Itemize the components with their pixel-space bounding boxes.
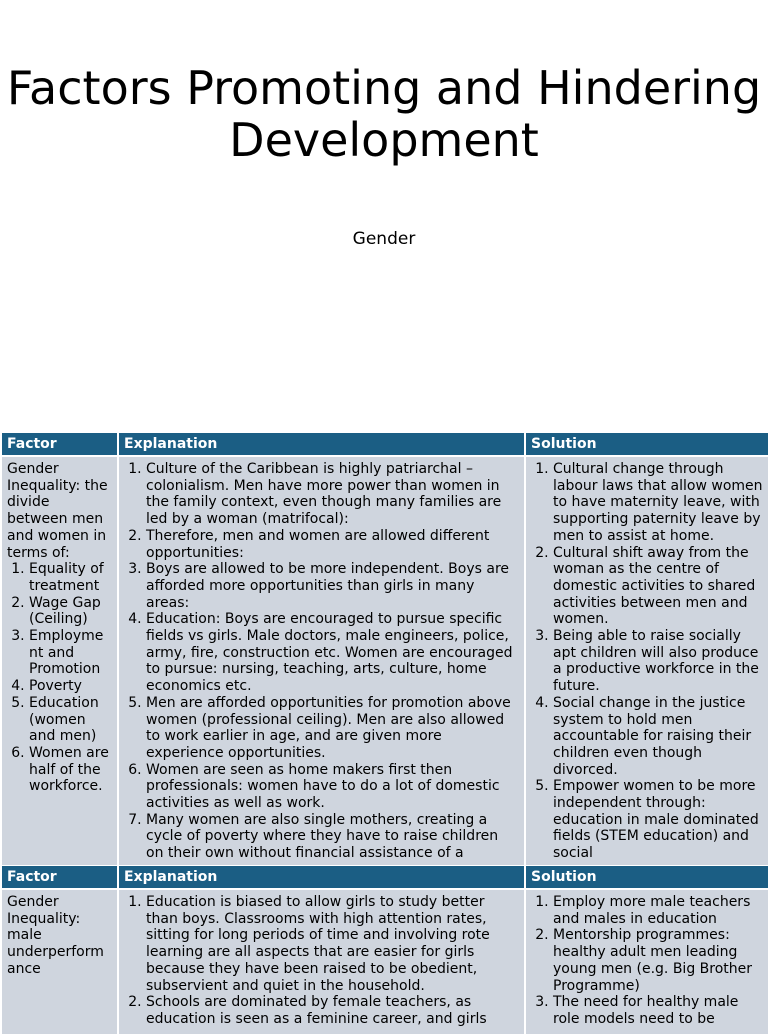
header-solution: Solution [525,433,768,456]
header-solution: Solution [525,866,768,889]
explanation-list [124,894,519,1028]
list-item: 1. Culture of the Caribbean is highly patriarchal – colonialism. Men have more power than women in the family context, even though many families are led by a woman (matrifocal): [146,461,519,528]
table-header-row [1,866,768,889]
solution-list [531,894,763,1028]
list-item: 3. The need for healthy male role models need to be [553,994,763,1027]
slide-subtitle: Gender [352,229,416,249]
header-explanation: Explanation [118,866,525,889]
table-row [1,456,768,865]
list-item: 1. Employ more male teachers and males in education [553,894,763,927]
list-item: 3. Employme nt and Promotion [29,628,112,678]
list-item: 4. Poverty [29,678,112,695]
slide-title: Factors Promoting and Hindering Development [6,61,762,167]
explanation-list [124,461,519,861]
factor-table-male-underperformance [0,866,768,1034]
list-item: 4. Education: Boys are encouraged to pursue specific fields vs girls. Male doctors, male engineers, police, army, fire, construction etc. Women are encouraged to pursue: nursing, teaching, arts, culture, home economics etc. [146,611,519,695]
solution-cell [525,456,768,865]
list-item: 5. Education (women and men) [29,695,112,745]
list-item: 1. Equality of treatment [29,561,112,594]
list-item: 1. Education is biased to allow girls to study better than boys. Classrooms with high attention rates, sitting for long periods of time and involving rote learning are all aspects that are easier for girls because they have been raised to be obedient, subservient and quiet in the household. [146,894,519,994]
factor-intro: Gender Inequality: the divide between men and women in terms of: [7,461,108,561]
table-header-row [1,433,768,456]
list-item: 2. Cultural shift away from the woman as the centre of domestic activities to shared activities between men and women. [553,545,763,629]
factor-cell [1,889,118,1034]
factor-cell [1,456,118,865]
solution-cell [525,889,768,1034]
list-item: 3. Being able to raise socially apt children will also produce a productive workforce in the future. [553,628,763,695]
table-row [1,889,768,1034]
list-item: 2. Schools are dominated by female teachers, as education is seen as a feminine career, and girls [146,994,519,1027]
list-item: 6. Women are half of the workforce. [29,745,112,795]
list-item: 7. Many women are also single mothers, creating a cycle of poverty where they have to raise children on their own without financial assistance of a [146,812,519,861]
factor-list [7,561,112,795]
list-item: 5. Men are afforded opportunities for promotion above women (professional ceiling). Men are also allowed to work earlier in age, and are given more experience opportunities. [146,695,519,762]
list-item: 5. Empower women to be more independent through: education in male dominated fields (STEM education) and social [553,778,763,861]
factor-intro: Gender Inequality: male underperform ance [7,894,104,977]
list-item: 2. Wage Gap (Ceiling) [29,595,112,628]
list-item: 4. Social change in the justice system to hold men accountable for raising their children even though divorced. [553,695,763,779]
header-factor: Factor [1,433,118,456]
list-item: 3. Boys are allowed to be more independent. Boys are afforded more opportunities than girls in many areas: [146,561,519,611]
header-factor: Factor [1,866,118,889]
explanation-cell [118,456,525,865]
explanation-cell [118,889,525,1034]
list-item: 6. Women are seen as home makers first then professionals: women have to do a lot of domestic activities as well as work. [146,762,519,812]
list-item: 1. Cultural change through labour laws that allow women to have maternity leave, with supporting paternity leave by men to assist at home. [553,461,763,545]
list-item: 2. Mentorship programmes: healthy adult men leading young men (e.g. Big Brother Programme) [553,927,763,994]
header-explanation: Explanation [118,433,525,456]
factor-table-gender-inequality [0,433,768,865]
list-item: 2. Therefore, men and women are allowed different opportunities: [146,528,519,561]
solution-list [531,461,763,861]
